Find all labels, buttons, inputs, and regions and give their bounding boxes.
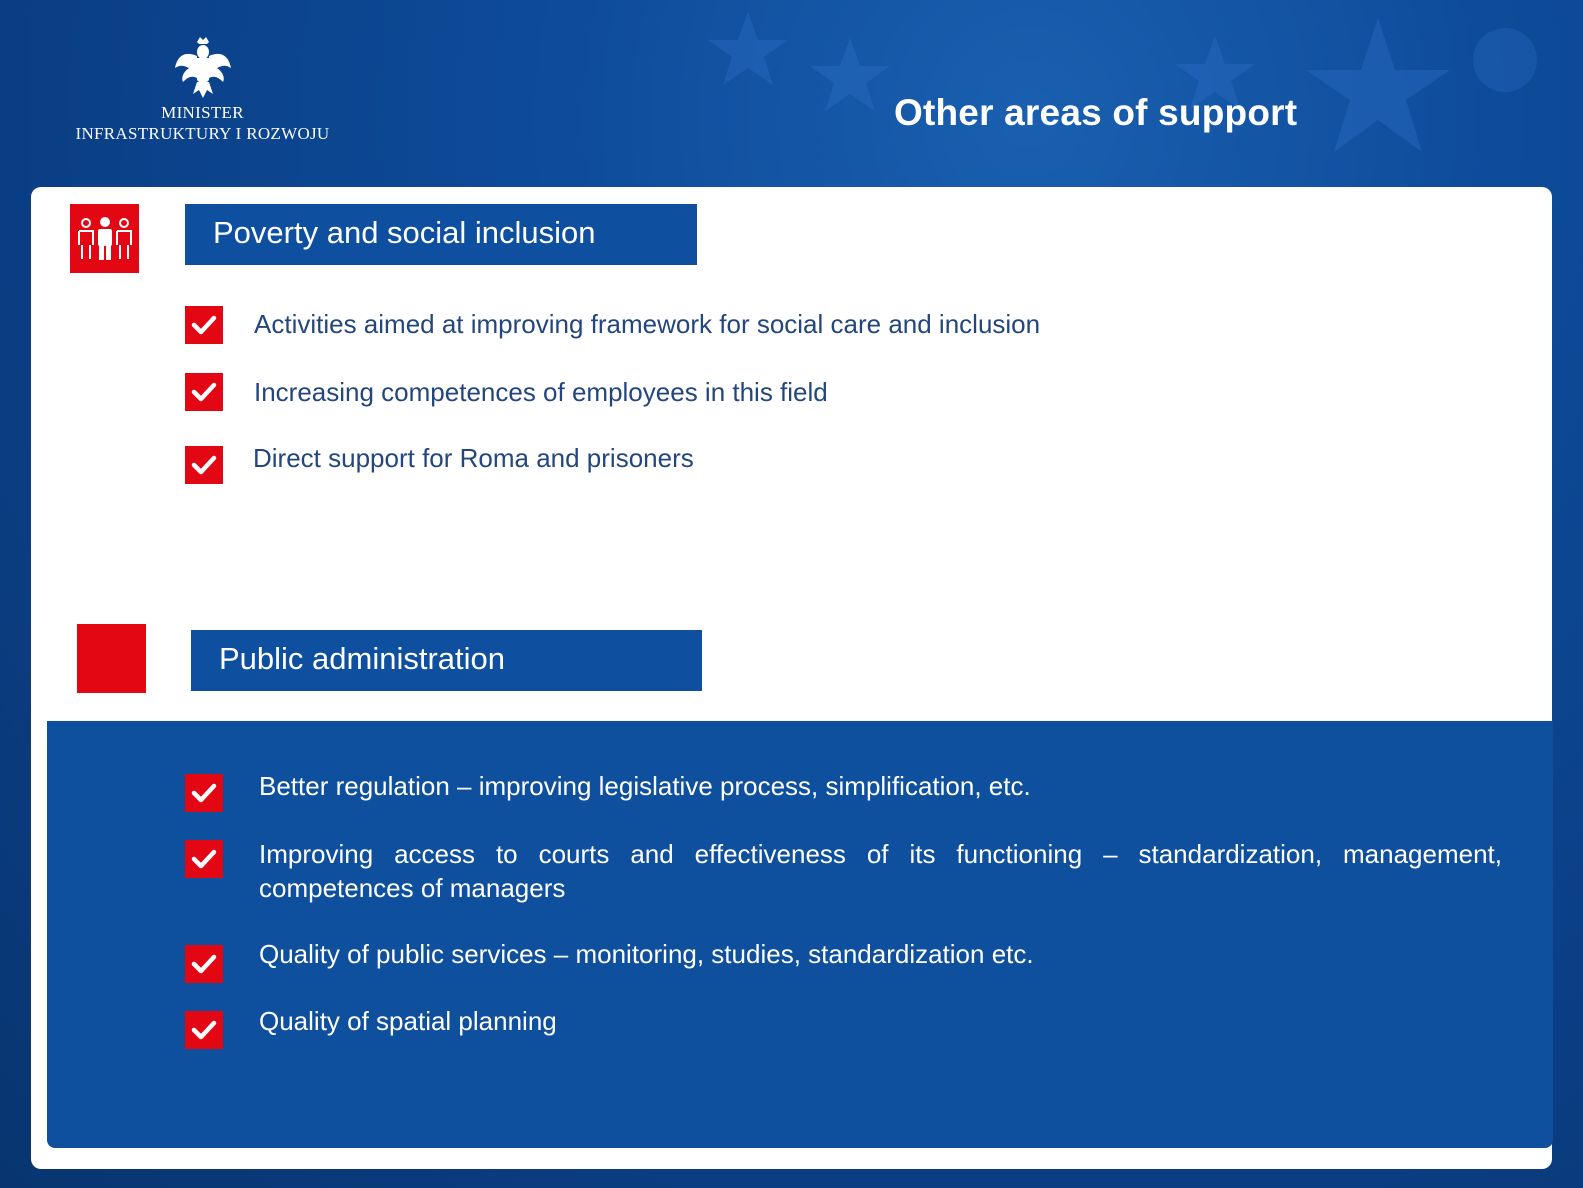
checkmark-icon [185,840,223,878]
ministry-logo [60,34,345,144]
list-item: Improving access to courts and effectiveness of its functioning – standardization, management, competences of managers [259,839,1502,903]
checkmark-icon [185,1011,223,1049]
slide-title: Other areas of support [894,92,1298,133]
logo-line-minister: MINISTER [161,103,244,122]
section-header-public-administration: Public administration [191,630,702,691]
list-item: Better regulation – improving legislative process, simplification, etc. [259,771,1031,801]
checkmark-icon [185,774,223,812]
list-item: Increasing competences of employees in this field [254,377,828,407]
section-header-poverty: Poverty and social inclusion [185,204,697,265]
checkmark-icon [185,373,223,411]
category-square-icon [77,624,146,693]
logo-line-ministry: INFRASTRUKTURY I ROZWOJU [75,124,330,143]
checkmark-icon [185,446,223,484]
people-icon [70,204,139,273]
list-item: Quality of spatial planning [259,1006,557,1036]
list-item: Quality of public services – monitoring, studies, standardization etc. [259,939,1034,969]
checkmark-icon [185,945,223,983]
checkmark-icon [185,306,223,344]
list-item: Direct support for Roma and prisoners [253,443,694,473]
eagle-emblem-icon [173,34,233,102]
list-item: Activities aimed at improving framework for social care and inclusion [254,309,1041,339]
